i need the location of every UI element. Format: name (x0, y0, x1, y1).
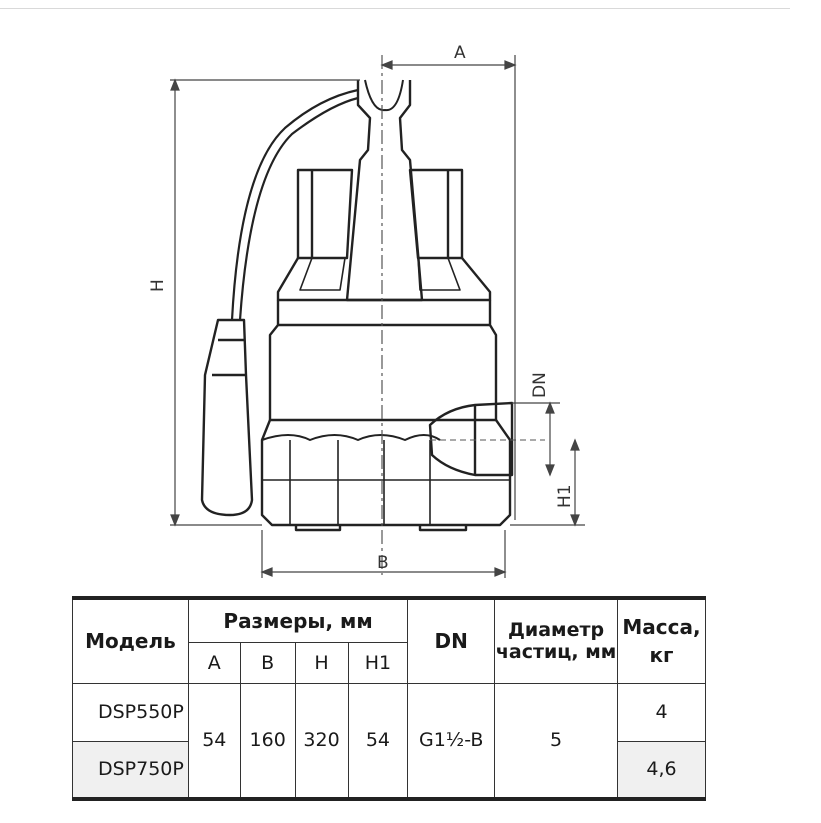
float-switch (202, 320, 252, 515)
value-h1: 54 (348, 683, 408, 799)
value-dn: G1½-B (408, 683, 495, 799)
header-mass: Масса, кг (617, 598, 705, 683)
subheader-a: A (188, 642, 240, 683)
subheader-h: H (295, 642, 348, 683)
top-nut-right (410, 170, 462, 258)
top-nut-left (298, 170, 352, 258)
mass-cell: 4,6 (617, 741, 705, 799)
header-dimensions: Размеры, мм (188, 598, 407, 642)
dimension-label-dn: DN (530, 372, 550, 398)
table-row (73, 683, 706, 741)
value-h: 320 (295, 683, 348, 799)
dimension-label-b: B (377, 553, 389, 573)
dimension-label-h: H (148, 279, 168, 292)
subheader-h1: H1 (348, 642, 408, 683)
value-b: 160 (240, 683, 295, 799)
header-model: Модель (73, 598, 189, 683)
value-particle-diameter: 5 (495, 683, 618, 799)
cable (232, 90, 358, 320)
header-dn: DN (408, 598, 495, 683)
value-a: 54 (188, 683, 240, 799)
specifications-table (72, 596, 706, 801)
dimension-label-h1: H1 (555, 484, 575, 508)
subheader-b: B (240, 642, 295, 683)
model-cell: DSP750P (73, 741, 189, 799)
mass-cell: 4 (617, 683, 705, 741)
dimension-label-a: A (454, 43, 466, 63)
header-particle-diameter: Диаметр частиц, мм (495, 598, 618, 683)
pump-body (270, 300, 496, 420)
outlet (430, 403, 512, 475)
model-cell: DSP550P (73, 683, 189, 741)
